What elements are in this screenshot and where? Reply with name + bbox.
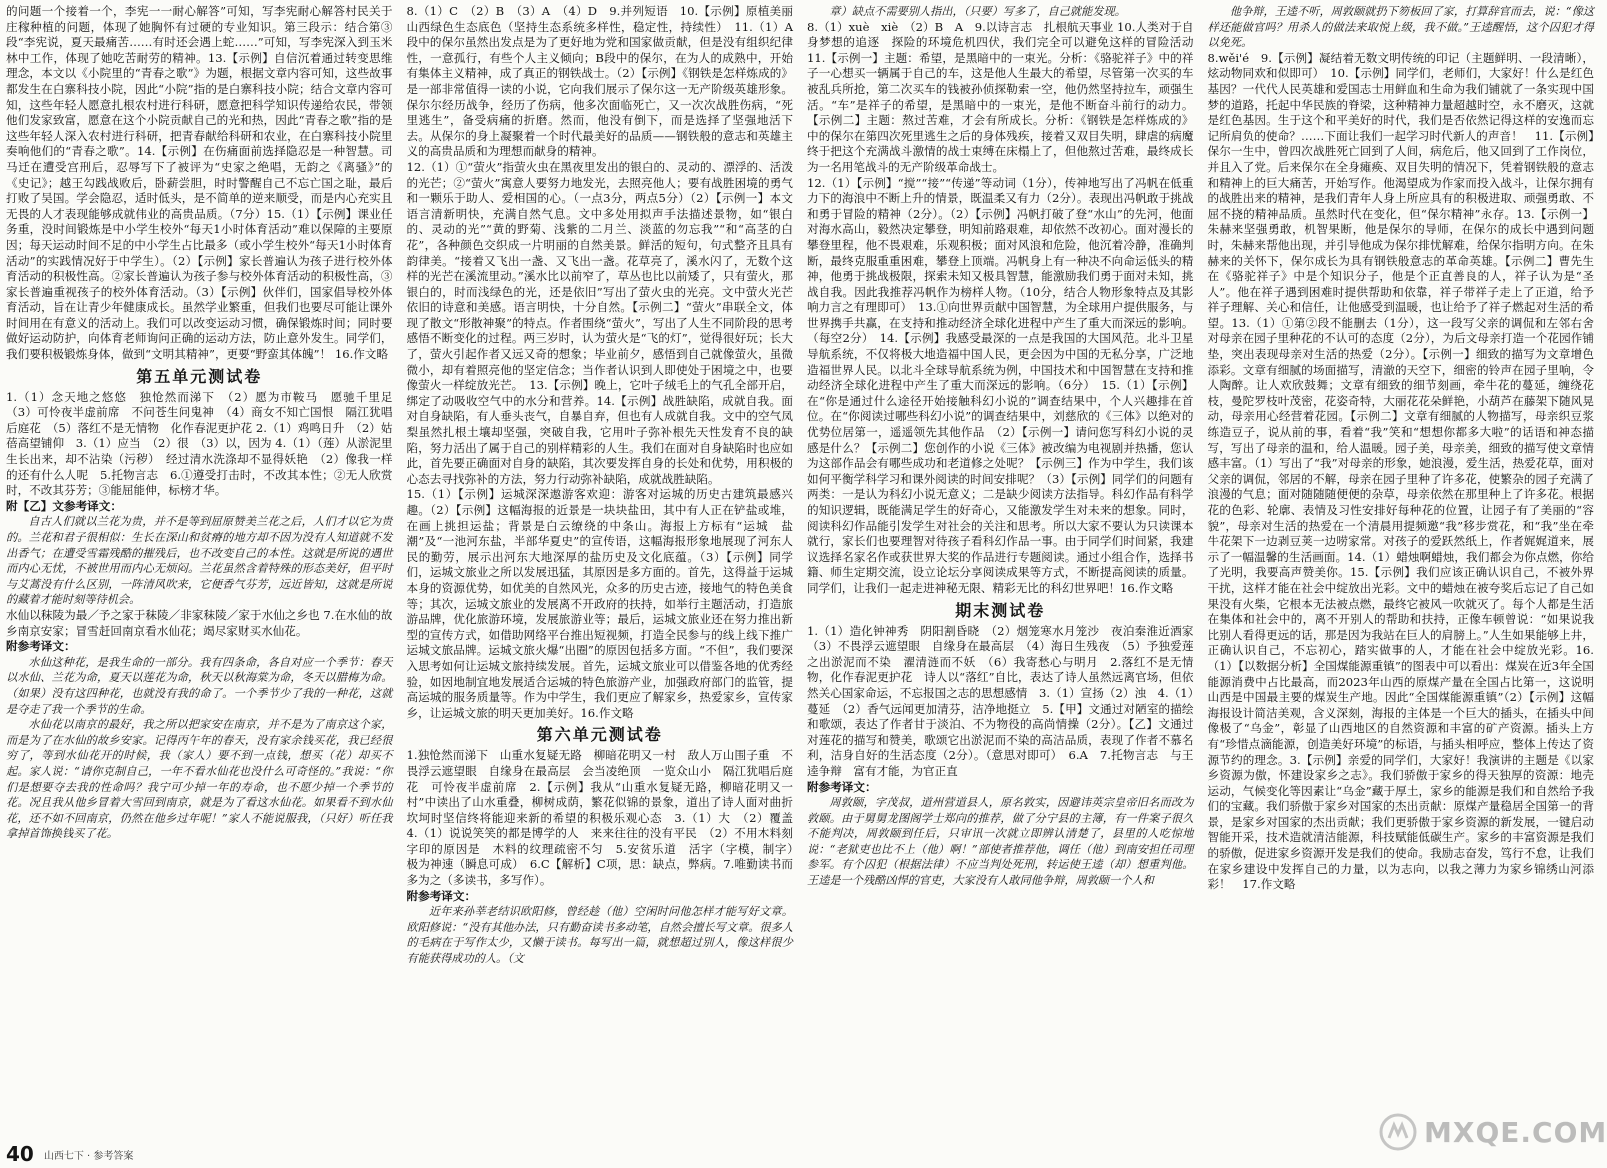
answer-paragraph: 8.（1）xuè xiè （2）B A 9.以诗言志 扎根航天事业 10.人类对于自身梦想的追逐 探险的环境危机四伏，我们完全可以避免这样的冒险活动 11.【示例一】主题：希望，是黑暗中的一束光。分析：《骆驼祥子》中的祥子一心想买一辆属于自己的车，这是他人生最大的希望，尽管第一次买的车被乱兵所抢，第二次买车的钱被孙侦探勒索一空，他仍然坚持拉车，顽强生活。“车”是祥子的希望，是黑暗中的一束光，是他不断奋斗前行的动力。【示例二】主题：熬过苦难，才会有所成长。分析：《钢铁是怎样炼成的》中的保尔在第四次死里逃生之后的身体残疾，接着又双目失明，肆虐的病魔终于把这个充满战斗激情的战士束缚在床榻上了，但他熬过苦难，最终成长为一名用笔战斗的无产阶级革命战士。 [807, 19, 1206, 174]
translation-label: 附参考译文： [406, 888, 477, 903]
answer-paragraph: 1.（1）念天地之悠悠 独怆然而涕下 （2）愿为市鞍马 愿驰千里足 （3）可怜夜半虚前席 不问苍生问鬼神 （4）商女不知亡国恨 隔江犹唱后庭花 （5）落红不是无情物 化作春泥更护花 2.（1）鸡鸣日升 （2）姑蓓高望铺仰 3.（1）应当 （2）很 （3）以，因为 4.（1）（莲）从淤泥里生长出来，却不沾染（污秽） 经过清水洗涤却不显得妖艳 （2）像我一样的还有什么人呢 5.托物言志 6.①遵受打击时，不改其本性；②无人欣赏时，不改其芬芳；③能屈能伸，标榜才华。 [6, 389, 405, 498]
answer-paragraph: 8.（1）C （2）B （3）A （4）D 9.并列短语 10.【示例】原植美丽山西绿色生态底色（坚持生态系统多样性，稳定性，持续性） 11.（1）A段中的保尔虽然出发点是为了更好地为党和国家做贡献，但是没有组织纪律性，一意孤行，有些个人主义倾向；B段中的保尔，在为人的成熟中，开始有集体主义精神，成了真正的钢铁战士。（2）【示例】《钢铁是怎样炼成的》是一部非常值得一读的小说，它向我们展示了保尔这一无产阶级英雄形象。保尔尔经历战争，经历了伤病，他多次面临死亡，又一次次战胜伤病，“死里逃生”，备受病痛的折磨。然而，他没有倒下，而是选择了坚强地活下去。从保尔的身上凝聚着一个时代最美好的品质——钢铁般的意志和英雄主义的高贵品质和为理想而献身的精神。 [406, 4, 793, 159]
translation-paragraph: 近年来孙莘老结识欧阳修，曾经趁（他）空闲时问他怎样才能写好文章。欧阳修说：“没有其他办法，只有勤奋读书多动笔，自然会擅长写文章。很多人的毛病在于写作太少，又懒于读书。每写出一篇，就想超过别人，像这样很少有能获得成功的人。（文 [406, 905, 793, 966]
page-number: 40 [6, 1142, 34, 1166]
translation-paragraph: 周敦颐，字茂叔，道州营道县人，原名敦实，因避讳英宗皇帝旧名而改为敦颐。由于舅舅龙图阁学士郑向的推荐，做了分宁县的主簿，有一件案子很久不能判决，周敦颐到任后，只审讯一次就立即辨认清楚了，县里的人吃惊地说：“老狱吏也比不上（他）啊！”部使者推荐他，调任（他）到南安担任司理参军。有个囚犯（根据法律）不应当判处死刑，转运使王逵（却）想重判他。王逵是一个残酷凶悍的官吏，大家没有人敢同他争辩，周敦颐一个人和 [807, 796, 1194, 888]
translation-label: 附【乙】文参考译文： [6, 498, 122, 513]
answer-key-page [6, 4, 1594, 1144]
text-column-1 [6, 4, 405, 1144]
answer-paragraph: 1.（1）造化钟神秀 阴阳割昏晓 （2）烟笼寒水月笼沙 夜泊秦淮近酒家 （3）不畏浮云遮望眼 自缘身在最高层 （4）海日生残夜 （5）予独爱莲之出淤泥而不染 濯清涟而不妖 （6）我寄愁心与明月 2.落红不是无情物，化作春泥更护花 诗人以“落红”自比，表达了诗人虽然远离官场，但依然关心国家命运，不忘报国之志的思想感情 3.（1）宣扬（2）浊 4.（1）蔓延 （2）香气远闻更加清芬，洁净地挺立 5.【甲】文通过对陋室的描绘和歌颂，表达了作者甘于淡泊、不为物役的高尚情操（2分）。【乙】文通过对莲花的描写和赞美，歌颂它出淤泥而不染的高洁品质，表现了作者不慕名利，洁身自好的生活态度（2分）。（意思对即可） 6.A 7.托物言志 与王逵争辩 富有才能，为官正直 [807, 623, 1206, 778]
section-heading: 期末测试卷 [955, 600, 1046, 620]
answer-paragraph: 1.独怆然而涕下 山重水复疑无路 柳暗花明又一村 敌人万山围子重 不畏浮云遮望眼 自缘身在最高层 会当凌绝顶 一览众山小 隔江犹唱后庭花 可怜夜半虚前席 2.【示例】我从“山重水复疑无路，柳暗花明又一村”中读出了山水重叠，柳树成荫，繁花似锦的景象，道出了诗人面对曲折坎坷时坚信终将能迎来新的希望的积极乐观心态 3.（1）大 （2）覆盖 4.（1）说说笑笑的都是博学的人 来来往往的没有平民 （2）不用木料刻字印的原因是 木料的纹理疏密不匀 5.安贫乐道 活字（字模，制字） 极为神速（瞬息可成） 6.C【解析】C项，思：缺点，弊病。7.唯勤读书而多为之（多读书，多写作）。 [406, 748, 805, 888]
translation-paragraph: 自古人们就以兰花为贵，并不是等到屈原赞美兰花之后，人们才以它为贵的。兰花和君子很相似：生长在深山和贫瘠的地方却不因为没有人知道就不发出香气；在遭受雪霜残酷的摧残后，也不改变自己的本性。这就是所说的遇世而内心无忧，不被世用而内心无烦闷。兰花虽然含着特殊的形态美好，但平时与艾蒿没有什么区别，一阵清风吹来，它便香气芬芳，远近皆知，这就是所说的藏着才能时刻等待机会。 [6, 515, 393, 607]
text-column-4 [1208, 4, 1595, 1144]
watermark-text: MXQE.COM [1424, 1115, 1607, 1149]
page-footer [6, 1142, 806, 1166]
translation-paragraph: 他争辩，王逵不听，周敦颐就扔下笏板回了家，打算辞官而去，说：“像这样还能做官吗？用杀人的做法来取悦上级，我不做。”王逵醒悟，这个囚犯才得以免死。 [1207, 5, 1594, 50]
answer-paragraph: 8.wěi'é 9.【示例】凝结着无数文明传统的印记（主题鲜明、一段清晰），炫动物同欢和似即可） 10.【示例】同学们，老师们，大家好！什么是红色基因？一代代人民英雄和爱国志士用鲜血和生命为我们铺就了一条实现中国梦的道路，托起中华民族的脊梁，这种精神力量超越时空，永不磨灭，这就是红色基因。生于这个和平美好的时代，我们是否依然记得这样的安逸而忘记所肩负的使命？……下面让我们一起学习时代新人的声音！ 11.【示例】保尔一生中，曾四次战胜死亡回到了人间，病危后，他又回到了工作岗位，并且入了党。后来保尔在全身瘫痪、双目失明的情况下，凭着钢铁般的意志和精神上的巨大痛苦，开始写作。他渴望成为作家而投入战斗，让保尔拥有的战胜出来的精神，是我们青年人身上所应具有的积极进取、顽强勇敢、不屈不挠的精神品质。虽然时代在变化，但“保尔精神”永存。13.【示例一】朱赫来坚强勇敢，机智果断，他是保尔的导师，在保尔的成长中遇到问题时，朱赫来帮他出现，并引导他成为保尔排忧解难，给保尔指明方向。在朱赫来的关怀下，保尔成长为具有钢铁般意志的革命英雄。【示例二】曹先生在《骆驼祥子》中是个知识分子，他是个正直善良的人，祥子认为是“圣人”。他在祥子遇到困难时提供帮助和依靠，祥子带祥子走上了正道，给予祥子理解、关心和信任，让他感受到温暖，也让给予了祥子燃起对生活的希望。13.（1）①第②段不能删去（1分），这一段写父亲的调侃和左邻右舍对母亲在园子里种花的不认可的态度（2分），为后文母亲打造一个花园作铺垫，突出表现母亲对生活的热爱（2分）。【示例一】细致的描写为文章增色添彩。文章有细腻的场面描写，清澈的天空下，细密的铃声在园子里响，令人陶醉。让人欢欣鼓舞；文章有细致的细节刻画，牵牛花的蔓延，缠绕花枝，曼陀罗枝叶茂密，花姿奇特，大丽花花朵鲜艳，小葫芦在藤架下随风晃动，母亲用心经营着花园。【示例二】文章有细腻的人物描写，母亲织豆浆练造豆子，说从前的事，看着“我”笑和“想想你都多大啦”的话语和神态描写，写出了母亲的温和，给人温暖。园子美，母亲美，细致的描写使文章情感丰富。（1）写出了“我”对母亲的形象，她浪漫，爱生活，热爱花草，面对父亲的调侃，邻居的不解，母亲在园子里种了许多花，使繁杂的园子充满了浪漫的气息；面对随随随便便的杂草，母亲依然在那里种上了许多花。根据花的色彩、轮廓、表情及习性安排好每种花的位置，让园子有了美丽的“容貌”，母亲对生活的热爱在一个清晨用提频邀“我”移步赏花，和“我”坐在牵牛花架下一边剥豆荚一边唠家常。对孩子的爱跃然纸上，作者娓娓道来，展示了一幅温馨的生活画面。14.（1）蜡烛啊蜡烛，我们都会为你点燃，你给了光明，我要高声赞美你。15.【示例】我们应该正确认识自己，不被外界干扰，这样才能在社会中绽放出光彩。文中的蜡烛在被夸奖后忘记了自己如果没有火柴，它根本无法被点燃，最终它被风一吹就灭了。每个人都是生活在集体和社会中的，离不开别人的帮助和扶持，正像车顿曾说：“如果说我比别人看得更远的话，那是因为我站在巨人的肩膀上。”人生如果能够上井，正确认识自己，不忘初心，踏实做事的人，才能在社会中绽放光彩。16.（1）【以数据分析】全国煤能源重镇”的图表中可以看出：煤炭在近3年全国能源消费中占比最高，而2023年山西的原煤产量在全国占比第一，这说明山西是中国最主要的煤炭生产地。因此“全国煤能源重镇”（2）【示例】这幅海报设计简洁美观，含义深刻，海报的主体是一个巨大的插头，在插头中间像极了“乌金”，彰显了山西地区的自然资源和丰富的矿产资源。插头上方有“珍惜点滴能源，创造美好环境”的标语，与插头相呼应，整体上传达了资源节约的理念。3.【示例】亲爱的同学们，大家好！我演讲的主题是《以家乡资源为傲，怀建设家乡之志》。我们骄傲于家乡的得天独厚的资源：地壳运动，气候变化等因素让“乌金”藏于厚土，家乡的能源是我们和自然给予我们的宝藏。我们骄傲于家乡对国家的杰出贡献：原煤产量稳居全国第一的背景，是家乡对国家的杰出贡献；我们更骄傲于家乡资源的新发展，一键启动智能开采，技术造就清洁能源，科技赋能低碳生产。家乡的丰富资源是我们的骄傲，促进家乡资源开发是我们的使命。我励志奋发，笃行不怠，让我们在家乡建设中发挥自己的力量，以为志向，以我之薄力为家乡锦绣山河添彩！ 17.作文略 [1207, 50, 1594, 892]
watermark-logo-icon [1378, 1112, 1418, 1152]
watermark [1378, 1102, 1607, 1162]
answer-paragraph: 15.（1）【示例】运城深深遨游客欢迎：游客对运城的历史古建筑最感兴趣。（2）【示例】这幅海报的近景是一块块盐田，其中有人正在铲盐或堆，在画上挑担运盐；背景是白云缭绕的中条山。海报上方标有“运城 盐潮”及“一池河东盐，半部华夏史”的宣传语，这幅海报形象地展现了河东人民的勤劳，展示出河东大地深厚的盐历史及文化底蕴。（3）【示例】同学们，运城文旅业之所以发展迅猛，其原因是多方面的。首先，这得益于运城本身的资源优势，如优美的自然风光，众多的历史古迹，接地气的特色美食等；其次，运城文旅业的发展离不开政府的扶持，如举行主题活动，打造旅游品牌，优化旅游环境，发展旅游业等；最后，运城文旅业还在努力推出新型的宣传方式，如借助网络平台推出短视频，打造全民参与的线上线下推广运城文旅品牌。运城文旅火爆“出圈”的原因包括多方面。“不但”，我们要深入思考如何让运城文旅持续发展。首先，运城文旅业可以借鉴各地的优秀经验，如因地制宜地发展适合运城的特色旅游产业，加强政府部门的监管，提高运城的服务质量等。作为中学生，我们更应了解家乡，热爱家乡，宣传家乡，让运城文旅的明天更加美好。16.作文略 [406, 487, 793, 720]
translation-paragraph: 水仙花以南京的最好，我之所以把家安在南京，并不是为了南京这个家，而是为了在水仙的故乡安家。记得丙午年的春天，没有家余钱买花，我已经很穷了，等到水仙花开的时候，我（家人）要不到一点钱，想买（花）却买不起。家人说：“请你克制自己，一年不看水仙花也没什么可奇怪的。”我说：“你们是想要夺去我的性命吗？我宁可少掉一年的寿命，也不愿少掉一个季节的花。况且我从他乡冒着大雪回到南京，就是为了看这水仙花。如果看不到水仙花，还不如不回南京，仍然在他乡过年呢！”家人不能说服我，（只好）听任我拿掉首饰换钱买了花。 [6, 718, 393, 841]
translation-label: 附参考译文： [807, 779, 877, 794]
translation-label: 附参考译文： [6, 639, 76, 654]
section-heading: 第五单元测试卷 [136, 366, 263, 386]
answer-paragraph: 12.（1）【示例】“搅”“接”“传递”等动词（1分），传神地写出了冯帆在低重力下的海浪中不断上升的情景，既温柔又有力（2分）。表现出冯帆敢于挑战和勇于冒险的精神（2分）。（2）【示例】冯帆打破了登“水山”的先河，他面对海水高山，毅然决定攀登，明知前路艰难，却依然不改初心。面对漫长的攀登里程，他不畏艰难，乐观积极；面对风浪和危险，他沉着冷静，准确判断，最终克服重重困难，攀登上顶端。冯帆身上有一种决不向命运低头的精神，他勇于挑战极限，探索未知又极具智慧，能激励我们勇于面对未知，挑战自我。因此我推荐冯帆作为榜样人物。（10分，结合人物形象特点及其影响力言之有理即可） 13.①向世界贡献中国智慧，为全球用户提供服务，与世界携手共赢，在支持和推动经济全球化进程中产生了重大而深远的影响。（每空2分） 14.【示例】我感受最深的一点是我国的大国风范。北斗卫星导航系统，不仅将极大地造福中国人民，更会因为中国的无私分享，广泛地造福世界人民。以北斗全球导航系统为例，中国技术和中国智慧在支持和推动经济全球化进程中产生了重大而深远的影响。（6分） 15.（1）【示例】在“你是通过什么途径开始接触科幻小说的”调查结果中，个人兴趣排在首位。在“你阅读过哪些科幻小说”的调查结果中，刘慈欣的《三体》以绝对的优势位居第一，遥遥领先其他作品 （2）【示例一】请问您写科幻小说的灵感是什么？【示例二】您创作的小说《三体》被改编为电视剧并热播，您认为这部作品会有哪些成功和老道修之处呢？【示例三】作为中学生，我们该如何平衡学科学习和课外阅读的时间安排呢？（3）【示例】同学们的问题有两类：一是认为科幻小说无意义；二是缺少阅读方法指导。科幻作品有科学的知识逻辑，既能满足学生的好奇心，又能激发学生对未来的想象。同时，阅读科幻作品能引发学生对社会的关注和思考。所以大家不要认为只读课本就行，家长们也要理智对待孩子看科幻作品一事。由于同学们时间紧，我建议选择名家名作或获世界大奖的作品进行专题阅读。通过小组合作，选择书籍、师生定期交流，设立论坛分享阅读成果等方式，不断提高阅读的质量。同学们，让我们一起走进神秘无限、精彩无比的科幻世界吧！16.作文略 [807, 175, 1194, 595]
footer-info: 山西七下 · 参考答案 [43, 1150, 134, 1162]
section-heading: 第六单元测试卷 [536, 725, 663, 745]
translation-paragraph: 水仙这种花，是我生命的一部分。我有四条命，各自对应一个季节：春天以水仙、兰花为命，夏天以莲花为命，秋天以秋海棠为命，冬天以腊梅为命。（如果）没有这四种花，也就没有我的命了。一个季节少了我的一种花，这就是夺走了我一个季节的生命。 [6, 655, 393, 716]
answer-paragraph: 的问题一个接着一个，李宪一一耐心解答”可知，写李宪耐心解答村民关于庄稼种植的问题，体现了她胸怀有过硬的专业知识。第三段示：结合第③段“李宪说，夏天最痛苦……有时还会遇上蛇……”可知，写李宪深入到玉米林中工作，体现了她吃苦耐劳的精神。13.【示例】自信沉着通过转变思维理念，本文以《小院里的“青春之歌”》为题，根据文章内容可知，这些故事都发生在白寨科技小院，因此“小院”指的是白寨科技小院；结合文章内容可知，这些年轻人愿意扎根农村进行科研，愿意把科学知识传递给农民，带领他们发家致富，愿意在这个小院贡献自己的光和热，因此“青春之歌”指的是这些年轻人深入农村进行科研，把青春献给科研和农业，在白寨科技小院里奏响他们的“青春之歌”。14.【示例】在伤痛面前选择隐忍是一种智慧。司马迁在遭受宫刑后，忍辱写下了被评为“史家之绝唱，无韵之《离骚》”的《史记》；越王勾践战败后，卧薪尝胆，时时警醒自己不忘亡国之耻，最后打败了吴国。学会隐忍，适时低头，是不简单的逆来顺受，而是内心充实且无畏的人才表现能够成就伟业的高贵品质。（7分）15.（1）【示例】课业任务重，没时间锻炼是中小学生校外“每天1小时体育活动”难以保障的主要原因；每天运动时间不足的中小学生占比最多（或小学生校外“每天1小时体育活动”的实践情况好于中学生）。（2）【示例】家长普遍认为孩子进行校外体育活动的积极性高。②家长普遍认为孩子参与校外体育活动的积极性高，③家长普遍重视孩子的校外体育活动。（3）【示例】伙伴们，国家倡导校外体育活动，旨在让青少年健康成长。虽然学业繁重，但我们也要尽可能让课外时间用在有意义的活动上。我们可以改变运动习惯，确保锻炼时间；同时要做好运动防护，向体育老师询问正确的运动方法，防止意外发生。同学们，我们要积极锻炼身体，做到“文明其精神”，更要“野蛮其体魄”！ 16.作文略 [6, 4, 393, 362]
text-column-2 [406, 4, 805, 1144]
text-column-3 [807, 4, 1206, 1144]
answer-paragraph: 水仙以秣陵为最／予之家于秣陵／非家秣陵／家于水仙之乡也 7.在水仙的故乡南京安家；冒雪赶回南京看水仙花；竭尽家财买水仙花。 [6, 607, 393, 638]
translation-paragraph: 章）缺点不需要别人指出，（只要）写多了，自己就能发现。 [829, 5, 1126, 18]
answer-paragraph: 12.（1）①“萤火”指萤火虫在黑夜里发出的银白的、灵动的、漂浮的、活泼的光芒；②“萤火”寓意人要努力地发光，去照亮他人；要有战胜困境的勇气和一颗乐于助人、爱相国的心。（一点3分，两点5分）（2）【示例一】本文语言清新明快，充满自然气息。文中多处用拟声手法描述景物，如“银白的、灵动的光”“黄的野菊、浅紫的二月兰、淡蓝的勿忘我”“和“高茎的白花”，各种颜色交织成一片明丽的自然美景。鲜活的短句，句式整齐且具有韵律美。“接着又飞出一盏、又飞出一盏。花草亮了，溪水闪了，无数个这样的光芒在溪流里动。”溪水比以前窄了，草丛也比以前矮了，只有萤火，那银白的，时而浅绿色的光，还是依旧”写出了萤火虫的光亮。文中萤火光芒依旧的诗意和美感。语言明快，十分自然。【示例二】“萤火”串联全文，体现了散文“形散神聚”的特点。作者围绕“萤火”，写出了人生不同阶段的思考感悟不断变化的过程。两三岁时，认为萤火是“飞的灯”，觉得很好玩；长大了，萤火引起作者又远又奇的想象；毕业前夕，感悟到自己就像萤火，虽微微小，却有着照亮他的坚定信念；当作者认识到人即使处于困境之中，也要像萤火一样绽放光芒。 13.【示例】晚上，它叶子绒毛上的气孔全部开启，绑定了动吸收空气中的水分和营养。14.【示例】战胜缺陷，成就自我。面对自身缺陷，有人垂头丧气，自暴自弃，但也有人成就自我。文中的空气凤梨虽然扎根土壤却坚强，突破自我，它用叶子弥补根先天性发育不良的缺陷，努力活出了属于自己的别样精彩的人生。我们在面对自身缺陷时也应如此，首先要正确面对自身的缺陷，其次要发挥自身的长处和优势，用积极的心态去寻找弥补的方法，努力行动弥补缺陷，成就战胜缺陷。 [406, 159, 793, 486]
